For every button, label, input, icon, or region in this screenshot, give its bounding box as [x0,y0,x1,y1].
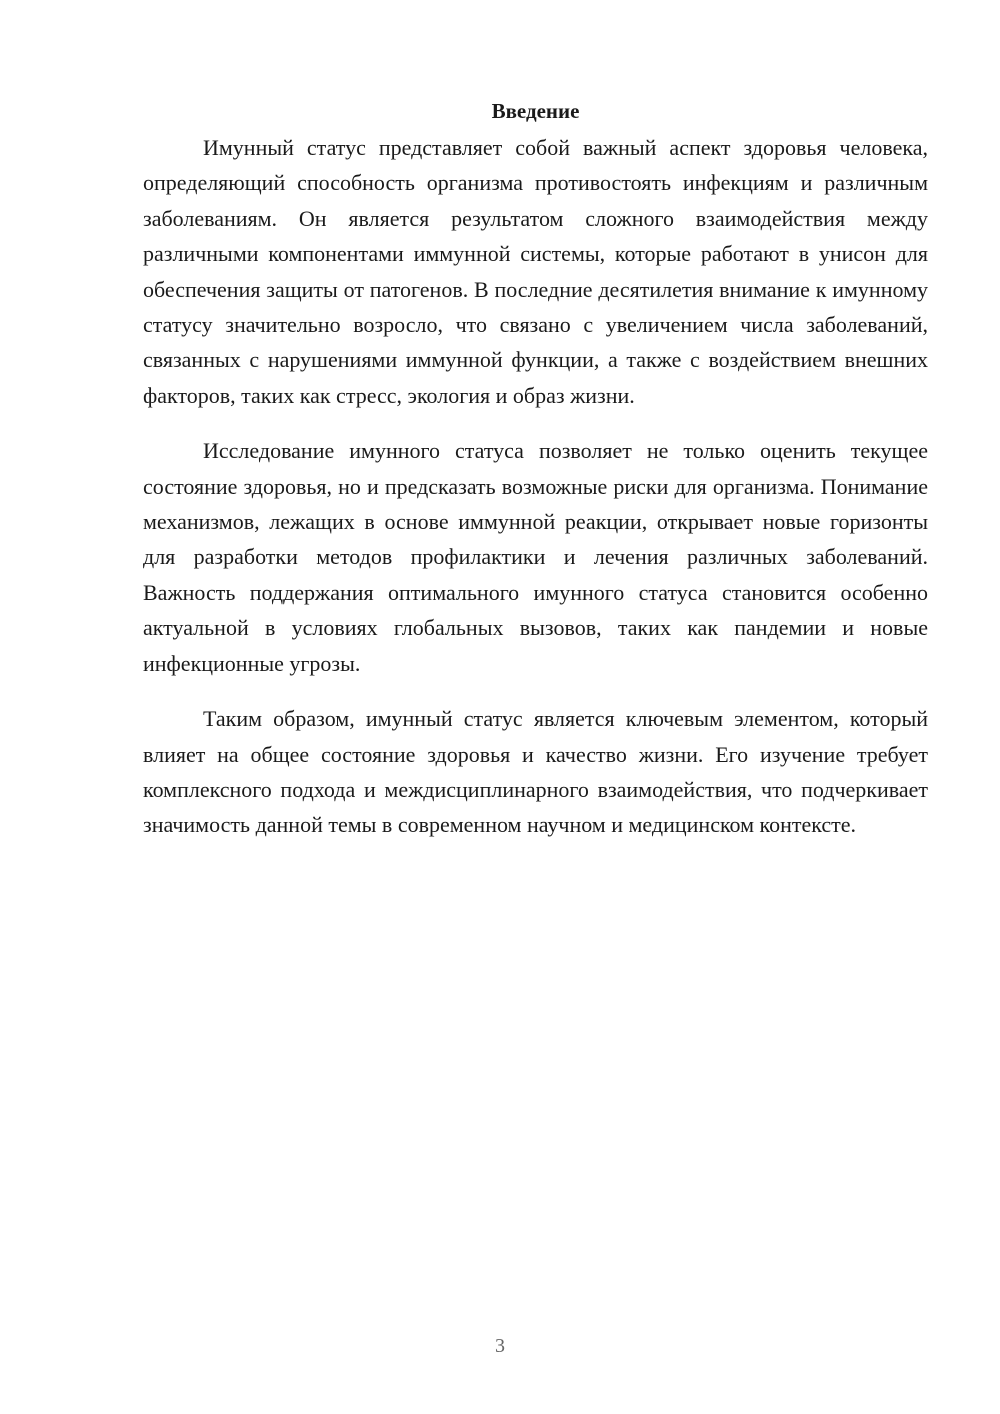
paragraph-1: Имунный статус представляет собой важный аспект здоровья человека, определяющий способность организма противостоять инфекциям и различным заболеваниям. Он является результатом сложного взаимодействия между различными компонентами иммунной системы, которые работают в унисон для обеспечения защиты от патогенов. В последние десятилетия внимание к имунному статусу значительно возросло, что связано с увеличением числа заболеваний, связанных с нарушениями иммунной функции, а также с воздействием внешних факторов, таких как стресс, экология и образ жизни. [143,135,928,408]
paragraph-3: Таким образом, имунный статус является ключевым элементом, который влияет на общее состояние здоровья и качество жизни. Его изучение требует комплексного подхода и междисциплинарного взаимодействия, что подчеркивает значимость данной темы в современном научном и медицинском контексте. [143,706,928,838]
section-title: Введение [491,99,580,123]
page-number: 3 [495,1335,505,1357]
paragraph-2: Исследование имунного статуса позволяет не только оценить текущее состояние здоровья, но и предсказать возможные риски для организма. Понимание механизмов, лежащих в основе иммунной реакции, открывает новые горизонты для разработки методов профилактики и лечения различных заболеваний. Важность поддержания оптимального имунного статуса становится особенно актуальной в условиях глобальных вызовов, таких как пандемии и новые инфекционные угрозы. [143,438,928,676]
page-content [143,96,928,843]
